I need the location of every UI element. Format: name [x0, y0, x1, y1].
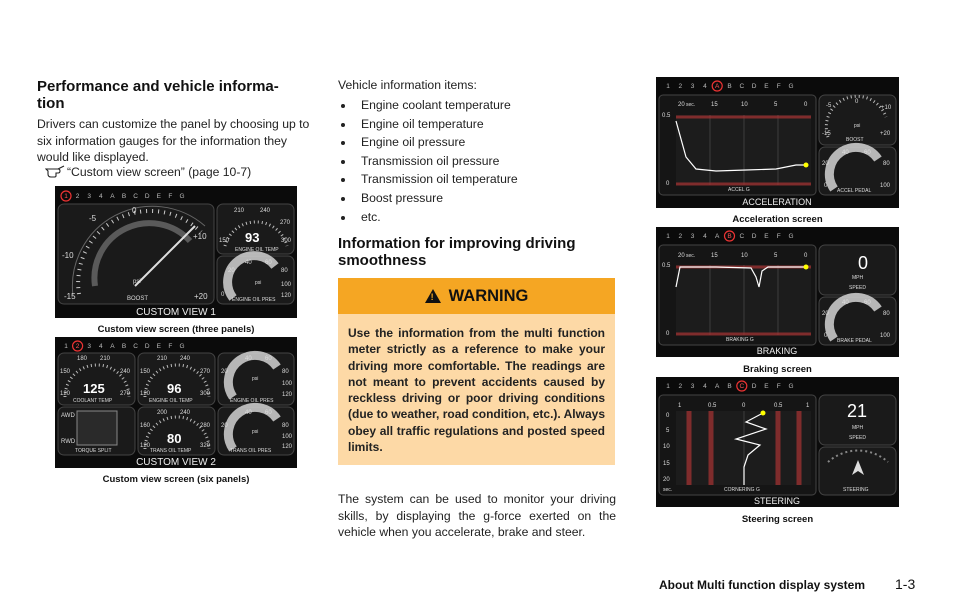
tab-F[interactable]: F	[168, 193, 173, 200]
c2-title: CUSTOM VIEW 2	[136, 457, 216, 468]
c1-boost-tick-6: +20	[194, 292, 208, 301]
steer-speed-label: SPEED	[849, 435, 866, 441]
warning-triangle-icon: !	[425, 289, 441, 303]
c1-boost-tick-3: +10	[193, 232, 207, 241]
c2-transpres-unit: psi	[252, 429, 259, 435]
accel-boost-tick-1: -5	[826, 103, 832, 109]
tab-1[interactable]: 1	[64, 343, 68, 350]
tab-3[interactable]: 3	[690, 83, 695, 90]
c2-coolant-tick-2: 210	[100, 356, 111, 362]
tab-B[interactable]: B	[727, 83, 732, 90]
pointing-hand-icon	[45, 164, 67, 178]
brake-pedal-tick-1: 40	[842, 300, 849, 306]
c2-coolant-tick-1: 180	[77, 356, 88, 362]
steer-x-tick-1: 1	[678, 403, 682, 409]
c2-transtemp-value: 80	[167, 431, 182, 446]
accel-x-tick-2: 15	[711, 102, 718, 108]
accel-boost-tick-3: +10	[881, 105, 892, 111]
brake-y-tick-2: 0	[666, 331, 670, 337]
steer-wheel-label: STEERING	[843, 487, 869, 493]
c1-boost-tick-4: -10	[62, 251, 74, 260]
steer-speed-value: 21	[846, 401, 868, 421]
steer-x-tick-4: 0.5	[774, 403, 783, 409]
c2-transtemp-tick-3: 160	[140, 423, 151, 429]
steer-speed-unit: MPH	[852, 425, 864, 431]
section-heading-performance	[37, 78, 317, 112]
tab-D[interactable]: D	[751, 233, 757, 240]
list-item: Boost pressure	[338, 189, 618, 208]
c1-pres-tick-1: 40	[245, 260, 252, 266]
steer-x-tick-3: 0	[742, 403, 746, 409]
tab-1[interactable]: 1	[666, 83, 670, 90]
caption-six-panels: Custom view screen (six panels)	[102, 474, 250, 485]
c2-transtemp-label: TRANS OIL TEMP	[150, 448, 192, 454]
tab-2[interactable]: 2	[678, 383, 683, 390]
steer-sec-label: sec.	[663, 487, 673, 493]
brake-speed-unit: MPH	[852, 275, 864, 281]
accel-x-tick-4: 5	[774, 102, 778, 108]
tab-B[interactable]: B	[727, 383, 732, 390]
accel-title: ACCELERATION	[742, 197, 812, 207]
accel-pedal-tick-4: 80	[883, 161, 890, 167]
list-item: Engine oil temperature	[338, 115, 618, 134]
tab-E[interactable]: E	[156, 193, 161, 200]
warning-text: Use the information from the multi function meter strictly as a reference to make your driving more comfortable. The readings are not meant to prevent accidents caused by reckless driving or poor driving conditions (due to weather, road condition, etc.). Always obey all traffic regulations and posted speed limits.	[338, 314, 615, 465]
accel-boost-tick-2: 0	[855, 99, 859, 105]
warning-header	[338, 278, 615, 314]
c1-boost-tick-2: 0	[132, 206, 137, 215]
c2-transtemp-tick-4: 280	[200, 423, 211, 429]
c1-pres-label: ENGINE OIL PRES	[232, 297, 276, 303]
caption-braking: Braking screen	[743, 364, 812, 375]
caption-steering: Steering screen	[741, 514, 814, 525]
tab-G[interactable]: G	[179, 343, 185, 350]
heading-line2: smoothness	[338, 252, 427, 269]
custom-view-1-screen	[55, 186, 297, 318]
page-number: 1-3	[895, 576, 916, 592]
tab-B[interactable]: B	[727, 233, 732, 240]
steer-y-tick-3: 10	[663, 444, 670, 450]
accel-sec-label: sec.	[686, 102, 696, 108]
tab-E[interactable]: E	[156, 343, 161, 350]
heading-line2: tion	[37, 95, 65, 112]
brake-pedal-tick-2: 60	[864, 300, 871, 306]
brake-pedal-label: BRAKE PEDAL	[837, 338, 872, 344]
c2-oiltemp-tick-1: 210	[157, 356, 168, 362]
c2-oilpres-tick-5: 100	[282, 381, 293, 387]
c2-transpres-tick-1: 40	[245, 410, 252, 416]
brake-pedal-tick-6: 100	[880, 333, 891, 339]
tab-4[interactable]: 4	[703, 233, 707, 240]
c2-oiltemp-tick-3: 150	[140, 369, 151, 375]
c1-temp-label: ENGINE OIL TEMP	[235, 247, 279, 253]
list-item: Engine coolant temperature	[338, 96, 618, 115]
g-force-paragraph: The system can be used to monitor your driving skills, by displaying the g-force exerted on the vehicle when you accelerate, brake and steer.	[338, 492, 616, 540]
tab-A[interactable]: A	[110, 343, 115, 350]
c2-transtemp-tick-2: 240	[180, 410, 191, 416]
c1-pres-tick-2: 60	[265, 260, 272, 266]
steer-y-tick-1: 0	[666, 413, 670, 419]
brake-title: BRAKING	[756, 346, 798, 356]
tab-F[interactable]: F	[776, 83, 781, 90]
c2-oiltemp-value: 96	[167, 381, 182, 396]
brake-y-tick-1: 0.5	[662, 263, 671, 269]
tab-E[interactable]: E	[764, 233, 769, 240]
brake-pedal-tick-5: 0	[824, 333, 828, 339]
tab-3[interactable]: 3	[87, 193, 92, 200]
section-heading-smoothness	[338, 235, 618, 269]
c2-oilpres-tick-2: 60	[265, 356, 272, 362]
c1-pres-unit: psi	[255, 280, 262, 286]
brake-speed-value: 0	[857, 253, 869, 273]
accel-boost-label: BOOST	[846, 137, 864, 143]
c2-oiltemp-tick-6: 300	[200, 391, 211, 397]
brake-x-tick-3: 10	[741, 253, 748, 259]
tab-D[interactable]: D	[144, 193, 150, 200]
c1-title: CUSTOM VIEW 1	[136, 307, 216, 318]
c2-transpres-tick-3: 20	[221, 423, 228, 429]
c1-boost-tick-5: -15	[64, 292, 76, 301]
brake-x-tick-1: 20	[678, 253, 685, 259]
brake-g-label: BRAKING G	[726, 337, 754, 343]
accel-pedal-tick-2: 60	[864, 150, 871, 156]
c1-boost-unit: psi	[133, 279, 141, 285]
warning-box	[338, 278, 615, 465]
tab-B[interactable]: B	[121, 193, 127, 200]
tab-A[interactable]: A	[715, 233, 720, 240]
brake-x-tick-5: 0	[804, 253, 808, 259]
steer-y-tick-5: 20	[663, 477, 670, 483]
steer-y-tick-2: 5	[666, 428, 670, 434]
tab-4[interactable]: 4	[98, 343, 103, 350]
brake-pedal-tick-3: 20	[822, 311, 829, 317]
tab-G[interactable]: G	[179, 193, 185, 200]
c2-oiltemp-tick-5: 120	[140, 391, 151, 397]
tab-A[interactable]: A	[715, 383, 720, 390]
tab-A[interactable]: A	[110, 193, 115, 200]
heading-line1: Information for improving driving	[338, 235, 576, 252]
accel-y-tick-2: 0	[666, 181, 670, 187]
cross-reference	[45, 164, 317, 181]
accel-pedal-tick-3: 20	[822, 161, 829, 167]
steer-title: STEERING	[753, 496, 801, 506]
tab-C[interactable]: C	[739, 83, 745, 90]
c2-oilpres-label: ENGINE OIL PRES	[230, 398, 274, 404]
c2-oiltemp-label: ENGINE OIL TEMP	[149, 398, 193, 404]
steering-screen	[656, 377, 899, 507]
tab-F[interactable]: F	[168, 343, 173, 350]
tab-1[interactable]: 1	[64, 193, 68, 200]
tab-1[interactable]: 1	[666, 383, 670, 390]
tab-A[interactable]: A	[715, 83, 720, 90]
tab-C[interactable]: C	[133, 343, 138, 350]
tab-G[interactable]: G	[788, 83, 794, 90]
c2-oilpres-tick-6: 120	[282, 392, 293, 398]
tab-2[interactable]: 2	[678, 83, 683, 90]
tab-C[interactable]: C	[133, 193, 138, 200]
c2-transpres-tick-5: 100	[282, 434, 293, 440]
c1-temp-tick-3: 270	[280, 220, 291, 226]
c2-coolant-tick-3: 150	[60, 369, 71, 375]
c1-boost-tick-1: -5	[89, 214, 97, 223]
c2-oilpres-tick-4: 80	[282, 369, 289, 375]
c2-oilpres-tick-1: 40	[245, 356, 252, 362]
c1-pres-tick-4: 80	[281, 268, 288, 274]
heading-line1: Performance and vehicle informa-	[37, 78, 279, 95]
accel-x-tick-1: 20	[678, 102, 685, 108]
c2-oiltemp-tick-2: 240	[180, 356, 191, 362]
list-item: Engine oil pressure	[338, 133, 618, 152]
c2-coolant-label: COOLANT TEMP	[73, 398, 113, 404]
accel-pedal-label: ACCEL PEDAL	[837, 188, 872, 194]
c1-temp-tick-5: 300	[281, 238, 292, 244]
brake-sec-label: sec.	[686, 253, 696, 259]
tab-2[interactable]: 2	[75, 193, 80, 200]
c1-temp-tick-2: 240	[260, 208, 271, 214]
accel-boost-unit: psi	[854, 123, 861, 129]
caption-three-panels: Custom view screen (three panels)	[97, 324, 255, 335]
tab-C[interactable]: C	[739, 383, 745, 390]
brake-speed-label: SPEED	[849, 285, 866, 291]
c2-transtemp-tick-6: 320	[200, 443, 211, 449]
c1-temp-tick-1: 210	[234, 208, 245, 214]
brake-x-tick-2: 15	[711, 253, 718, 259]
tab-2[interactable]: 2	[678, 233, 683, 240]
steer-x-tick-5: 1	[806, 403, 810, 409]
tab-3[interactable]: 3	[690, 383, 695, 390]
warning-title: WARNING	[448, 286, 529, 305]
c2-coolant-tick-5: 120	[60, 391, 71, 397]
tab-4[interactable]: 4	[98, 193, 103, 200]
steer-g-label: CORNERING G	[724, 487, 760, 493]
tab-F[interactable]: F	[776, 233, 781, 240]
tab-3[interactable]: 3	[690, 233, 695, 240]
tab-1[interactable]: 1	[666, 233, 670, 240]
accel-y-tick-1: 0.5	[662, 113, 671, 119]
list-item: Transmission oil pressure	[338, 152, 618, 171]
vehicle-info-list	[338, 96, 618, 226]
accel-pedal-tick-1: 40	[842, 150, 849, 156]
tab-F[interactable]: F	[776, 383, 781, 390]
custom-view-2-screen	[55, 337, 297, 468]
caption-acceleration: Acceleration screen	[732, 214, 823, 225]
c2-transtemp-tick-5: 120	[140, 443, 151, 449]
c2-oilpres-tick-3: 20	[221, 369, 228, 375]
c1-temp-tick-4: 150	[219, 238, 230, 244]
c2-transtemp-tick-1: 200	[157, 410, 168, 416]
c1-pres-tick-6: 0	[221, 292, 225, 298]
accel-x-tick-5: 0	[804, 102, 808, 108]
accel-boost-tick-5: +20	[880, 131, 891, 137]
acceleration-screen	[656, 77, 899, 208]
brake-pedal-tick-4: 80	[883, 311, 890, 317]
c2-oiltemp-tick-4: 270	[200, 369, 211, 375]
c2-torque-label: TORQUE SPLIT	[75, 448, 112, 454]
c2-coolant-value: 125	[83, 381, 105, 396]
tab-2[interactable]: 2	[75, 343, 80, 350]
c1-temp-value: 93	[245, 230, 260, 245]
tab-D[interactable]: D	[751, 83, 757, 90]
c2-oilpres-unit: psi	[252, 376, 259, 382]
tab-4[interactable]: 4	[703, 83, 707, 90]
c2-torque-awd: AWD	[61, 413, 75, 419]
c1-boost-label: BOOST	[127, 296, 149, 302]
tab-G[interactable]: G	[788, 383, 794, 390]
tab-B[interactable]: B	[121, 343, 127, 350]
accel-g-label: ACCEL G	[728, 187, 750, 193]
c1-pres-tick-3: 20	[228, 268, 235, 274]
c1-pres-tick-7: 120	[281, 293, 292, 299]
c2-torque-rwd: RWD	[61, 439, 76, 445]
steer-x-tick-2: 0.5	[708, 403, 717, 409]
tab-3[interactable]: 3	[87, 343, 92, 350]
steer-y-tick-4: 15	[663, 461, 670, 467]
tab-E[interactable]: E	[764, 83, 769, 90]
c2-coolant-tick-6: 270	[120, 391, 131, 397]
c2-transpres-tick-2: 60	[265, 410, 272, 416]
tab-C[interactable]: C	[739, 233, 745, 240]
c2-transpres-label: TRANS OIL PRES	[230, 448, 272, 454]
tab-4[interactable]: 4	[703, 383, 707, 390]
c2-transpres-tick-4: 80	[282, 423, 289, 429]
performance-paragraph: Drivers can customize the panel by choosing up to six information gauges for the information they would like displayed.	[37, 117, 310, 165]
tab-D[interactable]: D	[751, 383, 757, 390]
tab-E[interactable]: E	[764, 383, 769, 390]
list-item: etc.	[338, 208, 618, 227]
accel-x-tick-3: 10	[741, 102, 748, 108]
list-item: Transmission oil temperature	[338, 170, 618, 189]
accel-boost-tick-4: -15	[822, 131, 831, 137]
items-intro: Vehicle information items:	[338, 78, 477, 92]
accel-pedal-tick-6: 100	[880, 183, 891, 189]
c2-coolant-tick-4: 240	[120, 369, 131, 375]
tab-D[interactable]: D	[144, 343, 150, 350]
braking-screen	[656, 227, 899, 357]
brake-x-tick-4: 5	[774, 253, 778, 259]
reference-text: “Custom view screen” (page 10-7)	[67, 165, 252, 179]
c2-transpres-tick-6: 120	[282, 444, 293, 450]
accel-pedal-tick-5: 0	[824, 183, 828, 189]
c1-pres-tick-5: 100	[281, 282, 292, 288]
footer-section-title: About Multi function display system	[659, 578, 866, 592]
tab-G[interactable]: G	[788, 233, 794, 240]
